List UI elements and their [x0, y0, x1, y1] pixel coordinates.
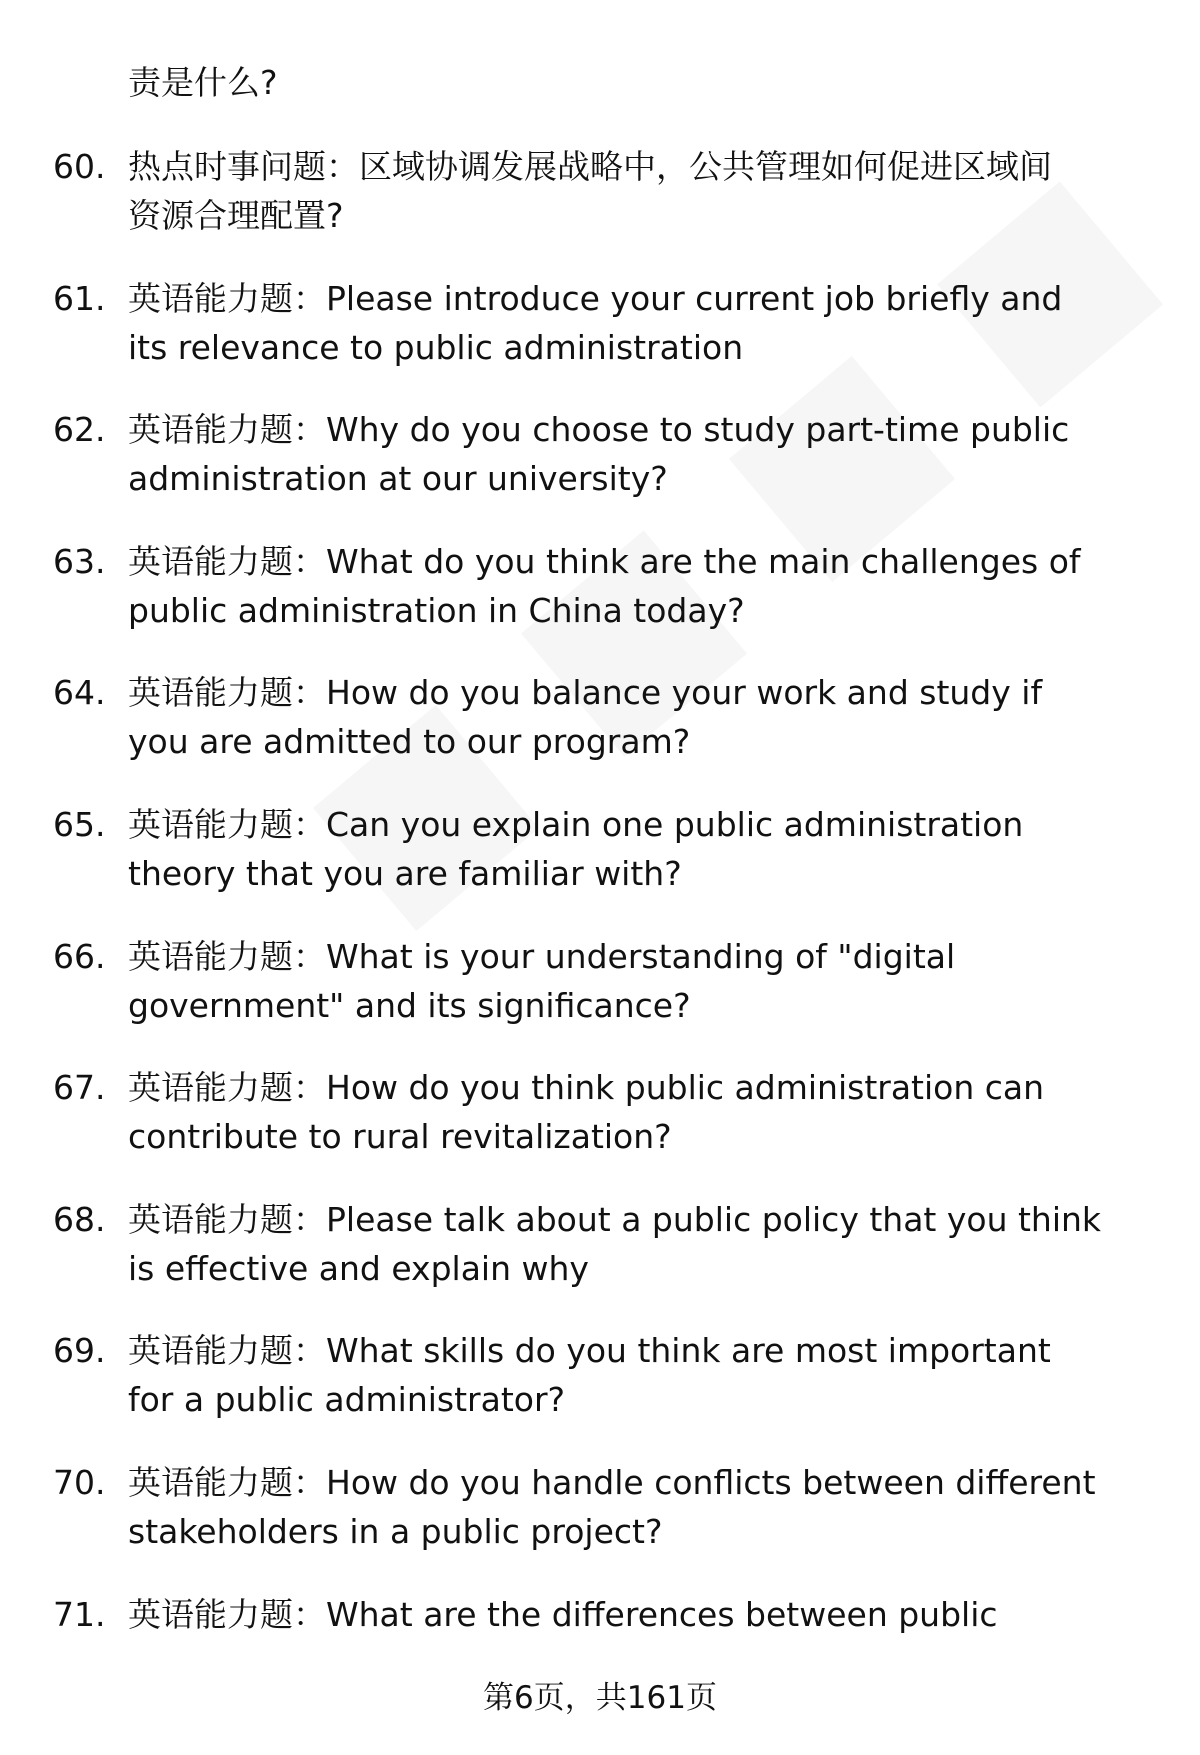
- question-text-line: 英语能力题：What is your understanding of "digital: [128, 936, 956, 976]
- question-text-line: 资源合理配置?: [128, 196, 344, 235]
- question-number: 69.: [53, 1331, 106, 1371]
- question-number: 63.: [53, 541, 106, 581]
- question-text-line: 英语能力题：Why do you choose to study part-time public: [128, 410, 1070, 450]
- question-text-line: 英语能力题：Please talk about a public policy that you think: [128, 1199, 1102, 1239]
- page-footer: 第6页，共161页: [483, 1680, 717, 1716]
- question-text-line: 英语能力题：Can you explain one public administration: [128, 805, 1024, 844]
- question-number: 61.: [53, 278, 106, 318]
- question-number: 60.: [53, 147, 106, 186]
- question-text-line: stakeholders in a public project?: [128, 1512, 663, 1551]
- question-text-line: is effective and explain why: [128, 1248, 589, 1288]
- question-text-line: public administration in China today?: [128, 590, 745, 630]
- question-text-line: 英语能力题：Please introduce your current job briefly and: [128, 278, 1063, 318]
- question-text-line: for a public administrator?: [128, 1380, 566, 1420]
- question-text-line: theory that you are familiar with?: [128, 854, 682, 893]
- question-text-line: 英语能力题：How do you balance your work and study if: [128, 673, 1043, 713]
- question-number: 64.: [53, 673, 106, 713]
- question-number: 67.: [53, 1068, 106, 1108]
- question-text-line: you are admitted to our program?: [128, 722, 691, 762]
- question-number: 62.: [53, 410, 106, 450]
- question-number: 68.: [53, 1199, 106, 1239]
- question-number: 65.: [53, 805, 106, 844]
- question-text-line: 英语能力题：How do you handle conflicts between different: [128, 1463, 1096, 1502]
- question-number: 71.: [53, 1594, 106, 1634]
- question-text-line: 英语能力题：What are the differences between public: [128, 1594, 998, 1634]
- question-text-line: its relevance to public administration: [128, 327, 744, 367]
- continuation-text: 责是什么?: [128, 63, 278, 102]
- question-text-line: 英语能力题：What skills do you think are most important: [128, 1331, 1051, 1371]
- question-text-line: 英语能力题：What do you think are the main challenges of: [128, 541, 1081, 581]
- question-number: 66.: [53, 936, 106, 976]
- question-text-line: 热点时事问题：区域协调发展战略中，公共管理如何促进区域间: [128, 147, 1052, 186]
- question-text-line: 英语能力题：How do you think public administration can: [128, 1068, 1045, 1108]
- question-text-line: government" and its significance?: [128, 985, 691, 1025]
- question-number: 70.: [53, 1463, 106, 1502]
- question-text-line: administration at our university?: [128, 459, 668, 499]
- question-text-line: contribute to rural revitalization?: [128, 1117, 672, 1157]
